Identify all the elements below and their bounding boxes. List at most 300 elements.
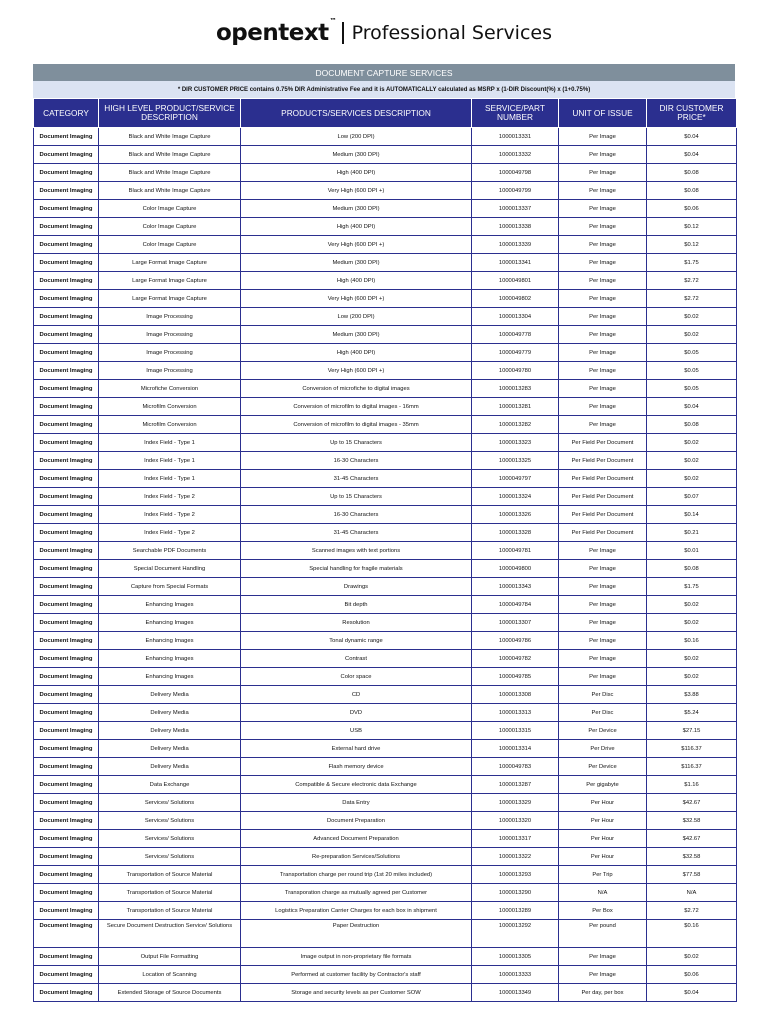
table-row [34, 632, 737, 650]
price-cell: $0.04 [647, 398, 737, 416]
high-level-cell: Searchable PDF Documents [99, 542, 241, 560]
part-number-cell: 1000013320 [472, 812, 559, 830]
table-header-row [34, 99, 737, 128]
description-cell: High (400 DPI) [241, 164, 472, 182]
category-cell: Document Imaging [34, 948, 99, 966]
description-cell: External hard drive [241, 740, 472, 758]
part-number-cell: 1000013329 [472, 794, 559, 812]
table-row [34, 308, 737, 326]
unit-cell: Per Image [559, 308, 647, 326]
price-cell: $0.02 [647, 614, 737, 632]
unit-cell: Per Image [559, 650, 647, 668]
logo-divider [342, 22, 344, 44]
unit-cell: Per Field Per Document [559, 434, 647, 452]
unit-cell: Per day, per box [559, 984, 647, 1002]
price-cell: $77.58 [647, 866, 737, 884]
price-cell: $0.16 [647, 632, 737, 650]
table-row [34, 866, 737, 884]
table-row [34, 236, 737, 254]
category-cell: Document Imaging [34, 146, 99, 164]
description-cell: Color space [241, 668, 472, 686]
category-cell: Document Imaging [34, 128, 99, 146]
price-cell: $0.02 [647, 452, 737, 470]
table-row [34, 182, 737, 200]
table-row [34, 650, 737, 668]
unit-cell: Per Hour [559, 812, 647, 830]
category-cell: Document Imaging [34, 560, 99, 578]
description-cell: CD [241, 686, 472, 704]
price-cell: $0.12 [647, 218, 737, 236]
high-level-cell: Index Field - Type 2 [99, 488, 241, 506]
unit-cell: Per Image [559, 164, 647, 182]
part-number-cell: 1000049782 [472, 650, 559, 668]
part-number-cell: 1000013281 [472, 398, 559, 416]
table-row [34, 722, 737, 740]
part-number-cell: 1000013292 [472, 920, 559, 948]
part-number-cell: 1000049802 [472, 290, 559, 308]
high-level-cell: Large Format Image Capture [99, 290, 241, 308]
price-cell: $1.75 [647, 578, 737, 596]
high-level-cell: Enhancing Images [99, 632, 241, 650]
table-row [34, 984, 737, 1002]
category-cell: Document Imaging [34, 164, 99, 182]
description-cell: Contrast [241, 650, 472, 668]
table-row [34, 380, 737, 398]
high-level-cell: Index Field - Type 1 [99, 452, 241, 470]
price-cell: $42.67 [647, 830, 737, 848]
part-number-cell: 1000013305 [472, 948, 559, 966]
price-cell: $0.04 [647, 984, 737, 1002]
unit-cell: Per Image [559, 416, 647, 434]
category-cell: Document Imaging [34, 470, 99, 488]
description-cell: Conversion of microfilm to digital images - 35mm [241, 416, 472, 434]
category-cell: Document Imaging [34, 218, 99, 236]
part-number-cell: 1000013343 [472, 578, 559, 596]
category-cell: Document Imaging [34, 596, 99, 614]
opentext-logo [215, 17, 337, 46]
unit-cell: Per Image [559, 128, 647, 146]
price-cell: $1.16 [647, 776, 737, 794]
high-level-cell: Index Field - Type 1 [99, 434, 241, 452]
table-row [34, 524, 737, 542]
table-row [34, 362, 737, 380]
unit-cell: Per Image [559, 578, 647, 596]
category-cell: Document Imaging [34, 776, 99, 794]
unit-cell: Per Drive [559, 740, 647, 758]
price-cell: $0.05 [647, 380, 737, 398]
unit-cell: Per Image [559, 362, 647, 380]
high-level-cell: Index Field - Type 2 [99, 506, 241, 524]
category-cell: Document Imaging [34, 722, 99, 740]
unit-cell: Per Field Per Document [559, 452, 647, 470]
high-level-cell: Black and White Image Capture [99, 128, 241, 146]
high-level-cell: Microfiche Conversion [99, 380, 241, 398]
price-cell: $0.21 [647, 524, 737, 542]
high-level-cell: Color Image Capture [99, 236, 241, 254]
description-cell: 31-45 Characters [241, 524, 472, 542]
table-row [34, 128, 737, 146]
price-cell: $0.02 [647, 668, 737, 686]
high-level-cell: Services/ Solutions [99, 830, 241, 848]
header-products-description: PRODUCTS/SERVICES DESCRIPTION [241, 99, 472, 128]
logo-text: opentext [215, 20, 329, 46]
part-number-cell: 1000013337 [472, 200, 559, 218]
high-level-cell: Extended Storage of Source Documents [99, 984, 241, 1002]
table-row [34, 848, 737, 866]
unit-cell: Per pound [559, 920, 647, 948]
category-cell: Document Imaging [34, 902, 99, 920]
unit-cell: Per Disc [559, 704, 647, 722]
part-number-cell: 1000049786 [472, 632, 559, 650]
high-level-cell: Index Field - Type 2 [99, 524, 241, 542]
price-cell: $116.37 [647, 758, 737, 776]
unit-cell: Per Field Per Document [559, 488, 647, 506]
price-cell: $0.02 [647, 326, 737, 344]
price-cell: $27.15 [647, 722, 737, 740]
description-cell: Flash memory device [241, 758, 472, 776]
high-level-cell: Microfilm Conversion [99, 398, 241, 416]
price-cell: $116.37 [647, 740, 737, 758]
table-row [34, 200, 737, 218]
description-cell: Special handling for fragile materials [241, 560, 472, 578]
high-level-cell: Secure Document Destruction Service/ Solutions [99, 920, 241, 948]
price-cell: $1.75 [647, 254, 737, 272]
category-cell: Document Imaging [34, 434, 99, 452]
unit-cell: Per Image [559, 290, 647, 308]
part-number-cell: 1000049799 [472, 182, 559, 200]
price-cell: $0.02 [647, 470, 737, 488]
unit-cell: Per Image [559, 146, 647, 164]
high-level-cell: Image Processing [99, 326, 241, 344]
category-cell: Document Imaging [34, 668, 99, 686]
high-level-cell: Delivery Media [99, 758, 241, 776]
table-row [34, 902, 737, 920]
description-cell: Re-preparation Services/Solutions [241, 848, 472, 866]
category-cell: Document Imaging [34, 272, 99, 290]
description-cell: Scanned images with text portions [241, 542, 472, 560]
table-row [34, 416, 737, 434]
trademark-symbol: ™ [329, 17, 337, 25]
table-row [34, 272, 737, 290]
unit-cell: Per Image [559, 344, 647, 362]
high-level-cell: Enhancing Images [99, 614, 241, 632]
part-number-cell: 1000049784 [472, 596, 559, 614]
description-cell: Paper Destruction [241, 920, 472, 948]
table-row [34, 884, 737, 902]
high-level-cell: Index Field - Type 1 [99, 470, 241, 488]
category-cell: Document Imaging [34, 290, 99, 308]
part-number-cell: 1000013333 [472, 966, 559, 984]
price-cell: $0.08 [647, 164, 737, 182]
part-number-cell: 1000013324 [472, 488, 559, 506]
part-number-cell: 1000013341 [472, 254, 559, 272]
price-cell: $0.05 [647, 362, 737, 380]
description-cell: High (400 DPI) [241, 344, 472, 362]
part-number-cell: 1000013314 [472, 740, 559, 758]
table-row [34, 794, 737, 812]
high-level-cell: Services/ Solutions [99, 848, 241, 866]
price-cell: $32.58 [647, 812, 737, 830]
table-row [34, 542, 737, 560]
description-cell: Image output in non-proprietary file formats [241, 948, 472, 966]
table-row [34, 164, 737, 182]
unit-cell: Per Image [559, 254, 647, 272]
description-cell: Low (200 DPI) [241, 308, 472, 326]
description-cell: 16-30 Characters [241, 452, 472, 470]
high-level-cell: Black and White Image Capture [99, 164, 241, 182]
table-row [34, 488, 737, 506]
category-cell: Document Imaging [34, 794, 99, 812]
description-cell: Low (200 DPI) [241, 128, 472, 146]
category-cell: Document Imaging [34, 380, 99, 398]
price-cell: $2.72 [647, 290, 737, 308]
price-cell: $0.12 [647, 236, 737, 254]
high-level-cell: Services/ Solutions [99, 794, 241, 812]
unit-cell: Per Field Per Document [559, 506, 647, 524]
table-row [34, 966, 737, 984]
description-cell: Advanced Document Preparation [241, 830, 472, 848]
high-level-cell: Delivery Media [99, 686, 241, 704]
high-level-cell: Large Format Image Capture [99, 254, 241, 272]
description-cell: Medium (300 DPI) [241, 254, 472, 272]
table-row [34, 326, 737, 344]
price-cell: $0.04 [647, 146, 737, 164]
price-cell: $0.14 [647, 506, 737, 524]
table-row [34, 686, 737, 704]
price-table [33, 98, 737, 1002]
unit-cell: Per gigabyte [559, 776, 647, 794]
category-cell: Document Imaging [34, 632, 99, 650]
description-cell: High (400 DPI) [241, 218, 472, 236]
part-number-cell: 1000013283 [472, 380, 559, 398]
description-cell: Up to 15 Characters [241, 488, 472, 506]
description-cell: Performed at customer facility by Contractor's staff [241, 966, 472, 984]
part-number-cell: 1000049783 [472, 758, 559, 776]
category-cell: Document Imaging [34, 920, 99, 948]
category-cell: Document Imaging [34, 686, 99, 704]
section-title: DOCUMENT CAPTURE SERVICES [33, 64, 735, 81]
unit-cell: Per Device [559, 722, 647, 740]
unit-cell: Per Disc [559, 686, 647, 704]
part-number-cell: 1000013313 [472, 704, 559, 722]
price-cell: $0.06 [647, 200, 737, 218]
table-row [34, 920, 737, 948]
part-number-cell: 1000013339 [472, 236, 559, 254]
unit-cell: Per Device [559, 758, 647, 776]
category-cell: Document Imaging [34, 848, 99, 866]
description-cell: 31-45 Characters [241, 470, 472, 488]
price-cell: $3.88 [647, 686, 737, 704]
description-cell: Transportation charge per round trip (1st 20 miles included) [241, 866, 472, 884]
high-level-cell: Color Image Capture [99, 218, 241, 236]
description-cell: Very High (600 DPI +) [241, 362, 472, 380]
part-number-cell: 1000049779 [472, 344, 559, 362]
high-level-cell: Color Image Capture [99, 200, 241, 218]
price-cell: $0.08 [647, 560, 737, 578]
description-cell: Up to 15 Characters [241, 434, 472, 452]
part-number-cell: 1000013307 [472, 614, 559, 632]
part-number-cell: 1000013326 [472, 506, 559, 524]
unit-cell: Per Hour [559, 794, 647, 812]
table-row [34, 758, 737, 776]
table-row [34, 614, 737, 632]
description-cell: Very High (600 DPI +) [241, 182, 472, 200]
high-level-cell: Microfilm Conversion [99, 416, 241, 434]
table-row [34, 398, 737, 416]
description-cell: Tonal dynamic range [241, 632, 472, 650]
part-number-cell: 1000013304 [472, 308, 559, 326]
category-cell: Document Imaging [34, 704, 99, 722]
table-row [34, 668, 737, 686]
high-level-cell: Enhancing Images [99, 650, 241, 668]
description-cell: Logistics Preparation Carrier Charges for each box in shipment [241, 902, 472, 920]
high-level-cell: Black and White Image Capture [99, 182, 241, 200]
high-level-cell: Services/ Solutions [99, 812, 241, 830]
price-cell: $32.58 [647, 848, 737, 866]
high-level-cell: Image Processing [99, 344, 241, 362]
high-level-cell: Image Processing [99, 308, 241, 326]
high-level-cell: Output File Formatting [99, 948, 241, 966]
price-cell: $5.24 [647, 704, 737, 722]
description-cell: High (400 DPI) [241, 272, 472, 290]
price-cell: $0.08 [647, 182, 737, 200]
table-row [34, 560, 737, 578]
unit-cell: Per Image [559, 668, 647, 686]
category-cell: Document Imaging [34, 578, 99, 596]
unit-cell: Per Trip [559, 866, 647, 884]
unit-cell: Per Image [559, 614, 647, 632]
high-level-cell: Enhancing Images [99, 668, 241, 686]
price-cell: $0.04 [647, 128, 737, 146]
description-cell: Compatible & Secure electronic data Exchange [241, 776, 472, 794]
part-number-cell: 1000013308 [472, 686, 559, 704]
table-row [34, 596, 737, 614]
description-cell: Very High (600 DPI +) [241, 236, 472, 254]
category-cell: Document Imaging [34, 488, 99, 506]
part-number-cell: 1000013315 [472, 722, 559, 740]
table-row [34, 452, 737, 470]
description-cell: Conversion of microfiche to digital images [241, 380, 472, 398]
unit-cell: Per Image [559, 632, 647, 650]
category-cell: Document Imaging [34, 740, 99, 758]
part-number-cell: 1000049798 [472, 164, 559, 182]
category-cell: Document Imaging [34, 812, 99, 830]
part-number-cell: 1000013325 [472, 452, 559, 470]
description-cell: DVD [241, 704, 472, 722]
table-row [34, 218, 737, 236]
high-level-cell: Location of Scanning [99, 966, 241, 984]
description-cell: Document Preparation [241, 812, 472, 830]
price-cell: $0.06 [647, 966, 737, 984]
page-header [0, 16, 768, 50]
category-cell: Document Imaging [34, 830, 99, 848]
part-number-cell: 1000013331 [472, 128, 559, 146]
high-level-cell: Delivery Media [99, 740, 241, 758]
part-number-cell: 1000049778 [472, 326, 559, 344]
description-cell: Data Entry [241, 794, 472, 812]
unit-cell: Per Image [559, 218, 647, 236]
unit-cell: Per Image [559, 542, 647, 560]
category-cell: Document Imaging [34, 866, 99, 884]
part-number-cell: 1000013287 [472, 776, 559, 794]
part-number-cell: 1000013332 [472, 146, 559, 164]
category-cell: Document Imaging [34, 200, 99, 218]
unit-cell: Per Image [559, 380, 647, 398]
category-cell: Document Imaging [34, 344, 99, 362]
table-row [34, 812, 737, 830]
price-cell: $0.02 [647, 650, 737, 668]
part-number-cell: 1000013323 [472, 434, 559, 452]
unit-cell: Per Image [559, 398, 647, 416]
category-cell: Document Imaging [34, 236, 99, 254]
header-part-number: SERVICE/PART NUMBER [472, 99, 559, 128]
unit-cell: Per Image [559, 948, 647, 966]
price-cell: $0.08 [647, 416, 737, 434]
category-cell: Document Imaging [34, 884, 99, 902]
part-number-cell: 1000049785 [472, 668, 559, 686]
price-cell: $0.02 [647, 596, 737, 614]
description-cell: Drawings [241, 578, 472, 596]
high-level-cell: Transportation of Source Material [99, 902, 241, 920]
unit-cell: Per Box [559, 902, 647, 920]
high-level-cell: Data Exchange [99, 776, 241, 794]
part-number-cell: 1000049800 [472, 560, 559, 578]
part-number-cell: 1000013338 [472, 218, 559, 236]
category-cell: Document Imaging [34, 506, 99, 524]
table-row [34, 254, 737, 272]
description-cell: USB [241, 722, 472, 740]
category-cell: Document Imaging [34, 362, 99, 380]
high-level-cell: Enhancing Images [99, 596, 241, 614]
table-row [34, 290, 737, 308]
description-cell: Very High (600 DPI +) [241, 290, 472, 308]
part-number-cell: 1000013322 [472, 848, 559, 866]
high-level-cell: Black and White Image Capture [99, 146, 241, 164]
price-cell: $0.02 [647, 308, 737, 326]
unit-cell: Per Image [559, 236, 647, 254]
high-level-cell: Large Format Image Capture [99, 272, 241, 290]
unit-cell: Per Hour [559, 848, 647, 866]
price-cell: $2.72 [647, 272, 737, 290]
high-level-cell: Delivery Media [99, 722, 241, 740]
high-level-cell: Capture from Special Formats [99, 578, 241, 596]
high-level-cell: Image Processing [99, 362, 241, 380]
unit-cell: Per Field Per Document [559, 524, 647, 542]
unit-cell: Per Image [559, 966, 647, 984]
unit-cell: Per Image [559, 272, 647, 290]
description-cell: Resolution [241, 614, 472, 632]
description-cell: 16-30 Characters [241, 506, 472, 524]
price-cell: $42.67 [647, 794, 737, 812]
price-cell: $0.02 [647, 434, 737, 452]
table-row [34, 344, 737, 362]
unit-cell: Per Image [559, 182, 647, 200]
unit-cell: Per Image [559, 200, 647, 218]
high-level-cell: Delivery Media [99, 704, 241, 722]
unit-cell: N/A [559, 884, 647, 902]
part-number-cell: 1000013293 [472, 866, 559, 884]
unit-cell: Per Hour [559, 830, 647, 848]
category-cell: Document Imaging [34, 452, 99, 470]
high-level-cell: Transportation of Source Material [99, 884, 241, 902]
header-unit-of-issue: UNIT OF ISSUE [559, 99, 647, 128]
category-cell: Document Imaging [34, 984, 99, 1002]
price-footnote: * DIR CUSTOMER PRICE contains 0.75% DIR Administrative Fee and it is AUTOMATICALLY calculated as MSRP x (1-DIR Discount(%) x (1+0.75%) [33, 81, 735, 98]
header-category: CATEGORY [34, 99, 99, 128]
category-cell: Document Imaging [34, 966, 99, 984]
high-level-cell: Transportation of Source Material [99, 866, 241, 884]
table-body [34, 128, 737, 1002]
